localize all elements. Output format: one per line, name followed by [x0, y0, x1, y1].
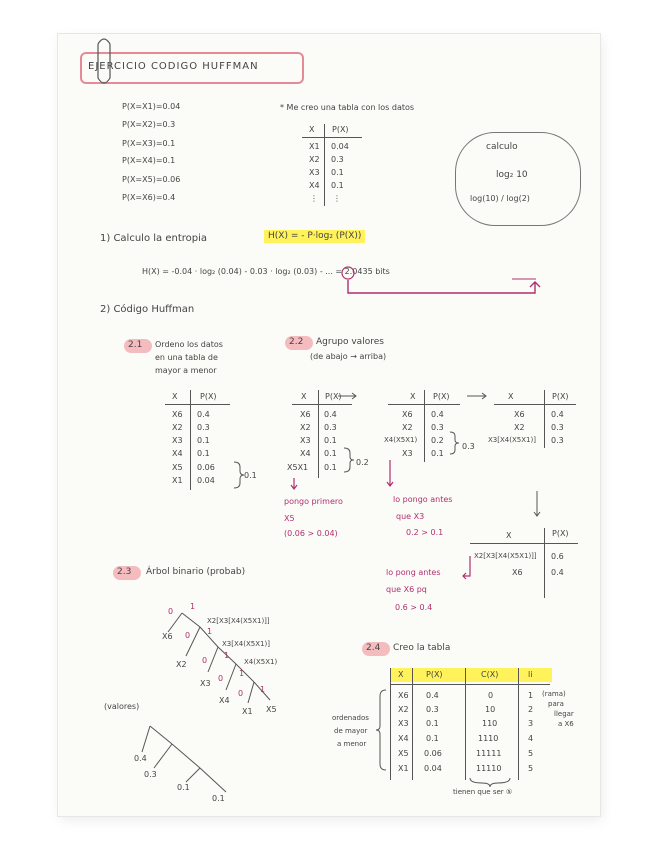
prob-item: P(X=X2)=0.3 — [122, 120, 176, 129]
note-b: (0.06 > 0.04) — [284, 529, 338, 538]
table-cell: X2 — [172, 423, 183, 432]
table-cell: X3[X4(X5X1)] — [488, 436, 536, 444]
table-header: X — [410, 392, 416, 401]
table-header: P(X) — [200, 392, 217, 401]
tree-node: X3 — [200, 679, 211, 688]
table-cell: X4 — [398, 734, 409, 743]
table-cell: X3 — [300, 436, 311, 445]
table-cell: 0.1 — [324, 449, 337, 458]
table-cell: 0.3 — [324, 423, 337, 432]
prob-item: P(X=X5)=0.06 — [122, 175, 181, 184]
brace-label: 0.3 — [462, 442, 475, 451]
table-cell: X3 — [398, 719, 409, 728]
table-cell: X1 — [309, 142, 320, 151]
step-text: Ordeno los datos — [155, 340, 223, 349]
tree-bit: 0 — [218, 674, 224, 683]
entropy-line: H(X) = -0.04 · log₂ (0.04) - 0.03 · log₂ (0.03) - ... = 2.0435 bits — [142, 267, 390, 276]
brace-mark — [234, 462, 244, 488]
table-cell: X6 — [398, 691, 409, 700]
prob-item: P(X=X6)=0.4 — [122, 193, 176, 202]
ordenados-note: de mayor — [334, 727, 368, 735]
table-cell: X4 — [172, 449, 183, 458]
valores-value: 0.1 — [177, 783, 190, 792]
step-number: 2.3 — [117, 567, 132, 577]
table-cell: ⋮ — [310, 194, 318, 203]
table-cell: 0.06 — [424, 749, 442, 758]
arrow-down — [387, 460, 393, 486]
tree-bit: 1 — [260, 685, 266, 694]
table-cell: X4 — [309, 181, 320, 190]
ordenados-note: a menor — [337, 740, 367, 748]
table-cell: X2 — [309, 155, 320, 164]
table-cell: 110 — [482, 719, 498, 728]
table-cell: ⋮ — [333, 194, 341, 203]
tree-node: X5 — [266, 705, 277, 714]
table-cell: 11110 — [476, 764, 502, 773]
table-cell: X6 — [512, 568, 523, 577]
step-text: en una tabla de — [155, 353, 218, 362]
table-cell: 3 — [528, 719, 534, 728]
note-c: que X3 — [396, 512, 425, 521]
table-header: X — [508, 392, 514, 401]
rama-note: llegar — [554, 710, 574, 718]
step-number: 2.4 — [366, 643, 381, 653]
table-cell: 0.4 — [551, 568, 564, 577]
tree-bit: 1 — [207, 627, 213, 636]
table-cell: 0.1 — [331, 168, 344, 177]
table-header: P(X) — [325, 392, 342, 401]
table-cell: 0.04 — [424, 764, 442, 773]
note-c: 0.2 > 0.1 — [406, 528, 444, 537]
table-cell: 0.4 — [431, 410, 444, 419]
brace-label: 0.2 — [356, 458, 369, 467]
brace-mark — [376, 690, 386, 770]
arrow-bracket — [348, 280, 540, 293]
calc-title: calculo — [486, 142, 518, 152]
table-cell: 0.1 — [324, 436, 337, 445]
calc-line: log(10) / log(2) — [470, 194, 530, 203]
table-cell: X4(X5X1) — [384, 436, 418, 444]
table-header: X — [309, 125, 315, 134]
step-text: mayor a menor — [155, 366, 217, 375]
brace-mark — [470, 778, 510, 787]
table-cell: X2[X3[X4(X5X1)]] — [474, 552, 537, 560]
table-cell: 5 — [528, 749, 534, 758]
table-cell: 1110 — [478, 734, 499, 743]
table-cell: X1 — [172, 476, 183, 485]
table-cell: 0 — [488, 691, 494, 700]
table-cell: 0.3 — [551, 423, 564, 432]
arrow-down — [291, 478, 297, 489]
binary-tree — [168, 613, 270, 703]
brace-mark — [344, 448, 354, 472]
tree-bit: 0 — [168, 607, 174, 616]
note-e: que X6 pq — [386, 585, 427, 594]
table-cell: 0.04 — [331, 142, 349, 151]
table-cell: 1 — [528, 691, 534, 700]
section1-label: 1) Calculo la entropia — [100, 233, 208, 244]
tree-node: X2[X3[X4(X5X1)]] — [207, 617, 270, 625]
tree-bit: 0 — [202, 656, 208, 665]
table-cell: 0.3 — [431, 423, 444, 432]
note-c: lo pongo antes — [393, 495, 453, 504]
table-cell: 10 — [485, 705, 496, 714]
tree-node: X2 — [176, 660, 187, 669]
table-cell: 0.3 — [197, 423, 210, 432]
table-cell: 0.1 — [197, 449, 210, 458]
table-cell: X6 — [172, 410, 183, 419]
valores-tree — [142, 726, 226, 792]
table-cell: X4 — [300, 449, 311, 458]
calc-line: log₂ 10 — [496, 170, 528, 180]
table-cell: 0.4 — [324, 410, 337, 419]
table-cell: 0.4 — [197, 410, 210, 419]
table-cell: 0.1 — [431, 449, 444, 458]
table-cell: X5X1 — [287, 463, 309, 472]
brace-label: 0.1 — [244, 471, 257, 480]
table-header: P(X) — [552, 392, 569, 401]
table-cell: 0.1 — [426, 719, 439, 728]
tree-node: X4 — [219, 696, 230, 705]
rama-note: (rama) — [542, 690, 566, 698]
section2-label: 2) Código Huffman — [100, 304, 195, 315]
step-text: Creo la tabla — [393, 643, 451, 653]
tienen-note: tienen que ser ⑤ — [453, 788, 513, 796]
table-cell: X2 — [514, 423, 525, 432]
table-cell: 5 — [528, 764, 534, 773]
table-cell: 0.2 — [431, 436, 444, 445]
table-header: X — [398, 670, 404, 679]
table-cell: X3 — [172, 436, 183, 445]
table-cell: X2 — [398, 705, 409, 714]
table-cell: 0.3 — [331, 155, 344, 164]
table-header: P(X) — [552, 529, 569, 538]
table-cell: 0.4 — [426, 691, 439, 700]
clip-icon — [98, 39, 110, 83]
step-text: Agrupo valores — [316, 337, 384, 347]
table-cell: X5 — [172, 463, 183, 472]
valores-value: 0.4 — [134, 754, 147, 763]
tree-node: X6 — [162, 632, 173, 641]
arrow-right — [338, 393, 356, 399]
intro-note: * Me creo una tabla con los datos — [280, 103, 415, 112]
table-cell: 0.6 — [551, 552, 564, 561]
prob-item: P(X=X4)=0.1 — [122, 156, 176, 165]
table-header: X — [506, 531, 512, 540]
valores-label: (valores) — [104, 702, 140, 711]
tree-bit: 0 — [238, 689, 244, 698]
tree-bit: 1 — [239, 669, 245, 678]
page-title: EJERCICIO CODIGO HUFFMAN — [88, 61, 259, 72]
table-cell: 11111 — [476, 749, 502, 758]
valores-value: 0.3 — [144, 770, 157, 779]
table-cell: X6 — [300, 410, 311, 419]
table-cell: 0.1 — [331, 181, 344, 190]
table-cell: X5 — [398, 749, 409, 758]
step-number: 2.2 — [289, 337, 304, 347]
prob-item: P(X=X3)=0.1 — [122, 139, 176, 148]
tree-bit: 0 — [185, 631, 191, 640]
table-cell: X6 — [514, 410, 525, 419]
table-header: P(X) — [433, 392, 450, 401]
tree-node: X3[X4(X5X1)] — [222, 640, 270, 648]
table-cell: X3 — [309, 168, 320, 177]
brace-mark — [450, 432, 459, 454]
table-cell: 0.1 — [197, 436, 210, 445]
tree-node: X4(X5X1) — [244, 658, 278, 666]
entropy-formula: H(X) = - P·log₂ (P(X)) — [264, 230, 365, 243]
note-e: lo pong antes — [386, 568, 441, 577]
table-cell: 0.1 — [426, 734, 439, 743]
table-cell: 0.06 — [197, 463, 215, 472]
tree-node: X1 — [242, 707, 253, 716]
step-text: (de abajo → arriba) — [310, 352, 387, 361]
table-header: C(X) — [481, 670, 499, 679]
rama-note: a X6 — [558, 720, 574, 728]
step-text: Árbol binario (probab) — [146, 567, 246, 577]
table-cell: 0.3 — [551, 436, 564, 445]
table-header: X — [301, 392, 307, 401]
table-cell: 0.3 — [426, 705, 439, 714]
table-header: P(X) — [426, 670, 443, 679]
table-header: li — [528, 670, 533, 679]
note-b: pongo primero — [284, 497, 343, 506]
step-number: 2.1 — [128, 340, 143, 350]
table-cell: X2 — [402, 423, 413, 432]
note-e: 0.6 > 0.4 — [395, 603, 433, 612]
table-cell: 4 — [528, 734, 534, 743]
prob-item: P(X=X1)=0.04 — [122, 102, 181, 111]
arrow-down — [534, 491, 540, 516]
tree-bit: 1 — [224, 651, 230, 660]
table-cell: 0.4 — [551, 410, 564, 419]
note-b: X5 — [284, 514, 295, 523]
arrow-right — [467, 393, 486, 399]
table-cell: X6 — [402, 410, 413, 419]
table-cell: 0.04 — [197, 476, 215, 485]
valores-value: 0.1 — [212, 794, 225, 803]
table-cell: X3 — [402, 449, 413, 458]
table-cell: 2 — [528, 705, 534, 714]
table-header: P(X) — [332, 125, 349, 134]
arrow-left — [463, 556, 470, 579]
table-cell: X2 — [300, 423, 311, 432]
table-cell: 0.1 — [324, 463, 337, 472]
ordenados-note: ordenados — [332, 714, 369, 722]
tree-bit: 1 — [190, 602, 196, 611]
table-header: X — [172, 392, 178, 401]
table-cell: X1 — [398, 764, 409, 773]
rama-note: para — [548, 700, 564, 708]
highlight-circle — [342, 267, 354, 279]
